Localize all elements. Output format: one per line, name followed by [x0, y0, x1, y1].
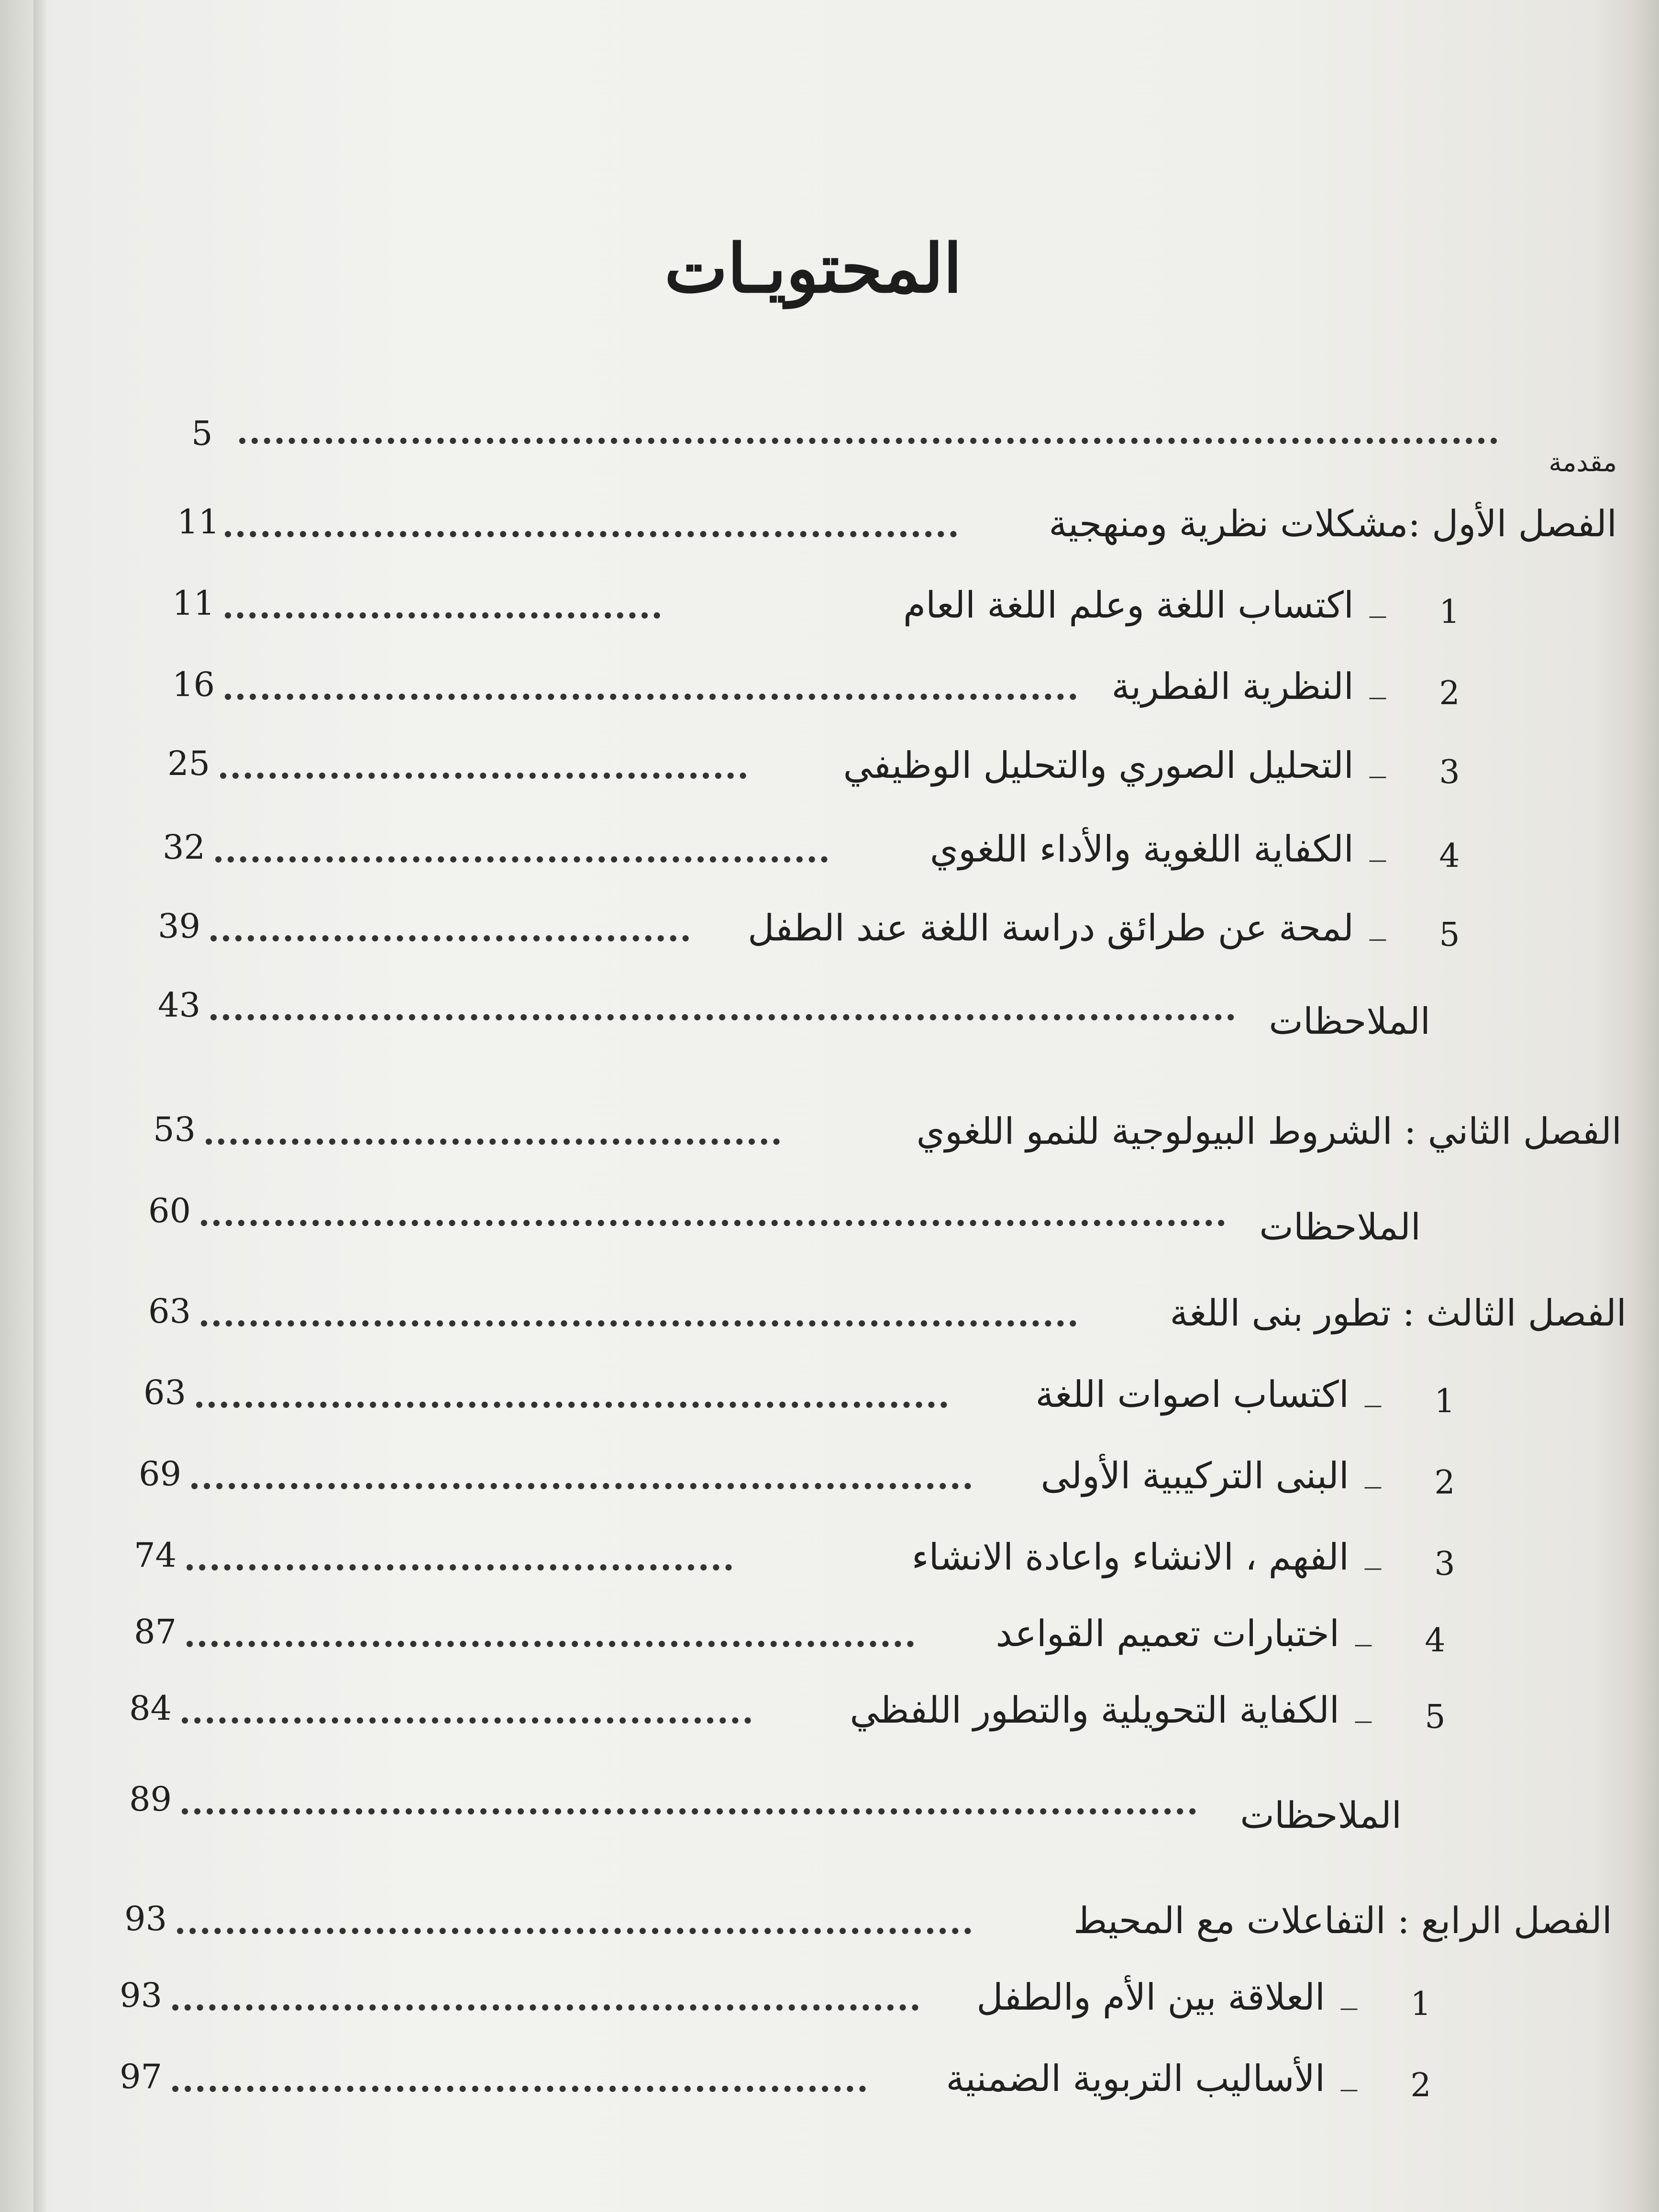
dot-leader	[187, 1564, 732, 1571]
section-title: التحليل الصوري والتحليل الوظيفي	[843, 744, 1354, 786]
toc-entry	[0, 2052, 1659, 2119]
toc-entry	[0, 902, 1659, 969]
chapter-title: الفصل الثالث : تطور بنى اللغة	[1170, 1292, 1626, 1334]
page-number: 5	[191, 414, 213, 453]
chapter-title: الفصل الثاني : الشروط البيولوجية للنمو اللغوي	[916, 1110, 1622, 1152]
section-title: اكتساب اللغة وعلم اللغة العام	[903, 584, 1354, 626]
chapter-title: الفصل الأول :مشكلات نظرية ومنهجية	[1049, 502, 1617, 545]
page-number: 87	[134, 1612, 177, 1651]
section-dash: _	[1369, 823, 1386, 862]
dot-leader	[239, 438, 1497, 444]
toc-entry	[0, 1287, 1659, 1354]
section-dash: _	[1364, 1449, 1382, 1489]
section-title: اختبارات تعميم القواعد	[995, 1612, 1339, 1655]
section-number: 1	[1410, 1985, 1431, 2023]
section-dash: _	[1369, 660, 1386, 699]
page-number: 11	[177, 502, 220, 542]
page-number: 69	[139, 1454, 182, 1493]
section-dash: _	[1364, 1368, 1382, 1407]
section-title: الكفاية التحويلية والتطور اللفظي	[850, 1689, 1339, 1731]
dot-leader	[225, 531, 957, 537]
section-title: العلاقة بين الأم والطفل	[976, 1976, 1325, 2018]
dot-leader	[210, 935, 689, 941]
notes-label: الملاحظات	[1269, 1000, 1430, 1042]
page-number: 74	[134, 1536, 177, 1575]
section-dash: _	[1369, 902, 1386, 941]
toc-entry	[0, 1105, 1659, 1172]
toc-entry	[0, 739, 1659, 806]
section-title: اكتساب اصوات اللغة	[1035, 1373, 1349, 1416]
section-dash: _	[1369, 739, 1386, 778]
section-dash: _	[1369, 579, 1386, 618]
dot-leader	[225, 612, 660, 619]
section-number: 3	[1439, 753, 1460, 791]
toc-entry	[0, 1684, 1659, 1751]
dot-leader	[210, 1014, 1234, 1020]
section-title: لمحة عن طرائق دراسة اللغة عند الطفل	[748, 907, 1354, 949]
chapter-title: الفصل الرابع : التفاعلات مع المحيط	[1073, 1899, 1612, 1942]
page-number: 25	[167, 744, 210, 783]
dot-leader	[215, 856, 828, 863]
dot-leader	[182, 1717, 751, 1724]
section-dash: _	[1340, 2052, 1358, 2091]
section-title: البنى التركيبية الأولى	[1040, 1454, 1349, 1497]
dot-leader	[172, 2004, 918, 2011]
page-number: 16	[172, 665, 215, 704]
section-title: الكفاية اللغوية والأداء اللغوي	[929, 828, 1354, 870]
page-title: المحتويـات	[664, 230, 962, 308]
section-number: 5	[1425, 1698, 1446, 1736]
toc-entry	[0, 1894, 1659, 1961]
page-number: 11	[172, 584, 215, 623]
page-number: 60	[148, 1191, 191, 1230]
section-number: 3	[1434, 1545, 1455, 1583]
page-number: 39	[158, 907, 201, 946]
toc-entry	[0, 981, 1659, 1048]
section-number: 1	[1439, 593, 1460, 631]
section-number: 4	[1439, 837, 1460, 875]
section-number: 2	[1410, 2067, 1431, 2104]
section-dash: _	[1364, 1531, 1382, 1570]
section-title: النظرية الفطرية	[1111, 665, 1354, 708]
toc-entry	[0, 823, 1659, 890]
dot-leader	[182, 1808, 1196, 1814]
page-number: 93	[124, 1899, 167, 1938]
dot-leader	[201, 1320, 1076, 1327]
toc-entry	[0, 414, 1659, 486]
section-number: 2	[1434, 1464, 1455, 1502]
section-number: 1	[1434, 1382, 1455, 1420]
toc-entry	[0, 1607, 1659, 1674]
dot-leader	[206, 1139, 780, 1145]
toc-entry	[0, 579, 1659, 646]
intro-label: مقدمة	[1548, 447, 1617, 477]
notes-label: الملاحظات	[1259, 1206, 1421, 1248]
page-number: 32	[163, 828, 206, 867]
toc-entry	[0, 1449, 1659, 1516]
page-number: 43	[158, 985, 201, 1025]
toc-entry	[0, 1775, 1659, 1842]
page-number: 93	[120, 1976, 163, 2015]
section-title: الأساليب التربوية الضمنية	[946, 2057, 1325, 2100]
page-number: 53	[153, 1110, 196, 1149]
page-number: 63	[144, 1373, 187, 1412]
toc-entry	[0, 660, 1659, 727]
section-number: 5	[1439, 916, 1460, 954]
toc-entry	[0, 1531, 1659, 1598]
page-number: 89	[129, 1780, 172, 1819]
section-number: 2	[1439, 675, 1460, 712]
dot-leader	[196, 1402, 947, 1408]
dot-leader	[187, 1641, 914, 1647]
section-dash: _	[1355, 1607, 1372, 1647]
notes-label: الملاحظات	[1240, 1794, 1402, 1836]
toc-entry	[0, 498, 1659, 564]
section-dash: _	[1355, 1684, 1372, 1723]
dot-leader	[191, 1483, 971, 1489]
toc-entry	[0, 1186, 1659, 1253]
dot-leader	[201, 1220, 1225, 1226]
dot-leader	[177, 1928, 971, 1934]
section-number: 4	[1425, 1622, 1446, 1659]
dot-leader	[172, 2086, 866, 2092]
section-title: الفهم ، الانشاء واعادة الانشاء	[911, 1536, 1349, 1578]
dot-leader	[225, 694, 1076, 700]
page-number: 84	[129, 1689, 172, 1728]
section-dash: _	[1340, 1971, 1358, 2010]
toc-entry	[0, 1368, 1659, 1435]
dot-leader	[220, 773, 746, 779]
toc-entry	[0, 1971, 1659, 2038]
page-number: 63	[148, 1292, 191, 1331]
page-number: 97	[120, 2057, 163, 2096]
